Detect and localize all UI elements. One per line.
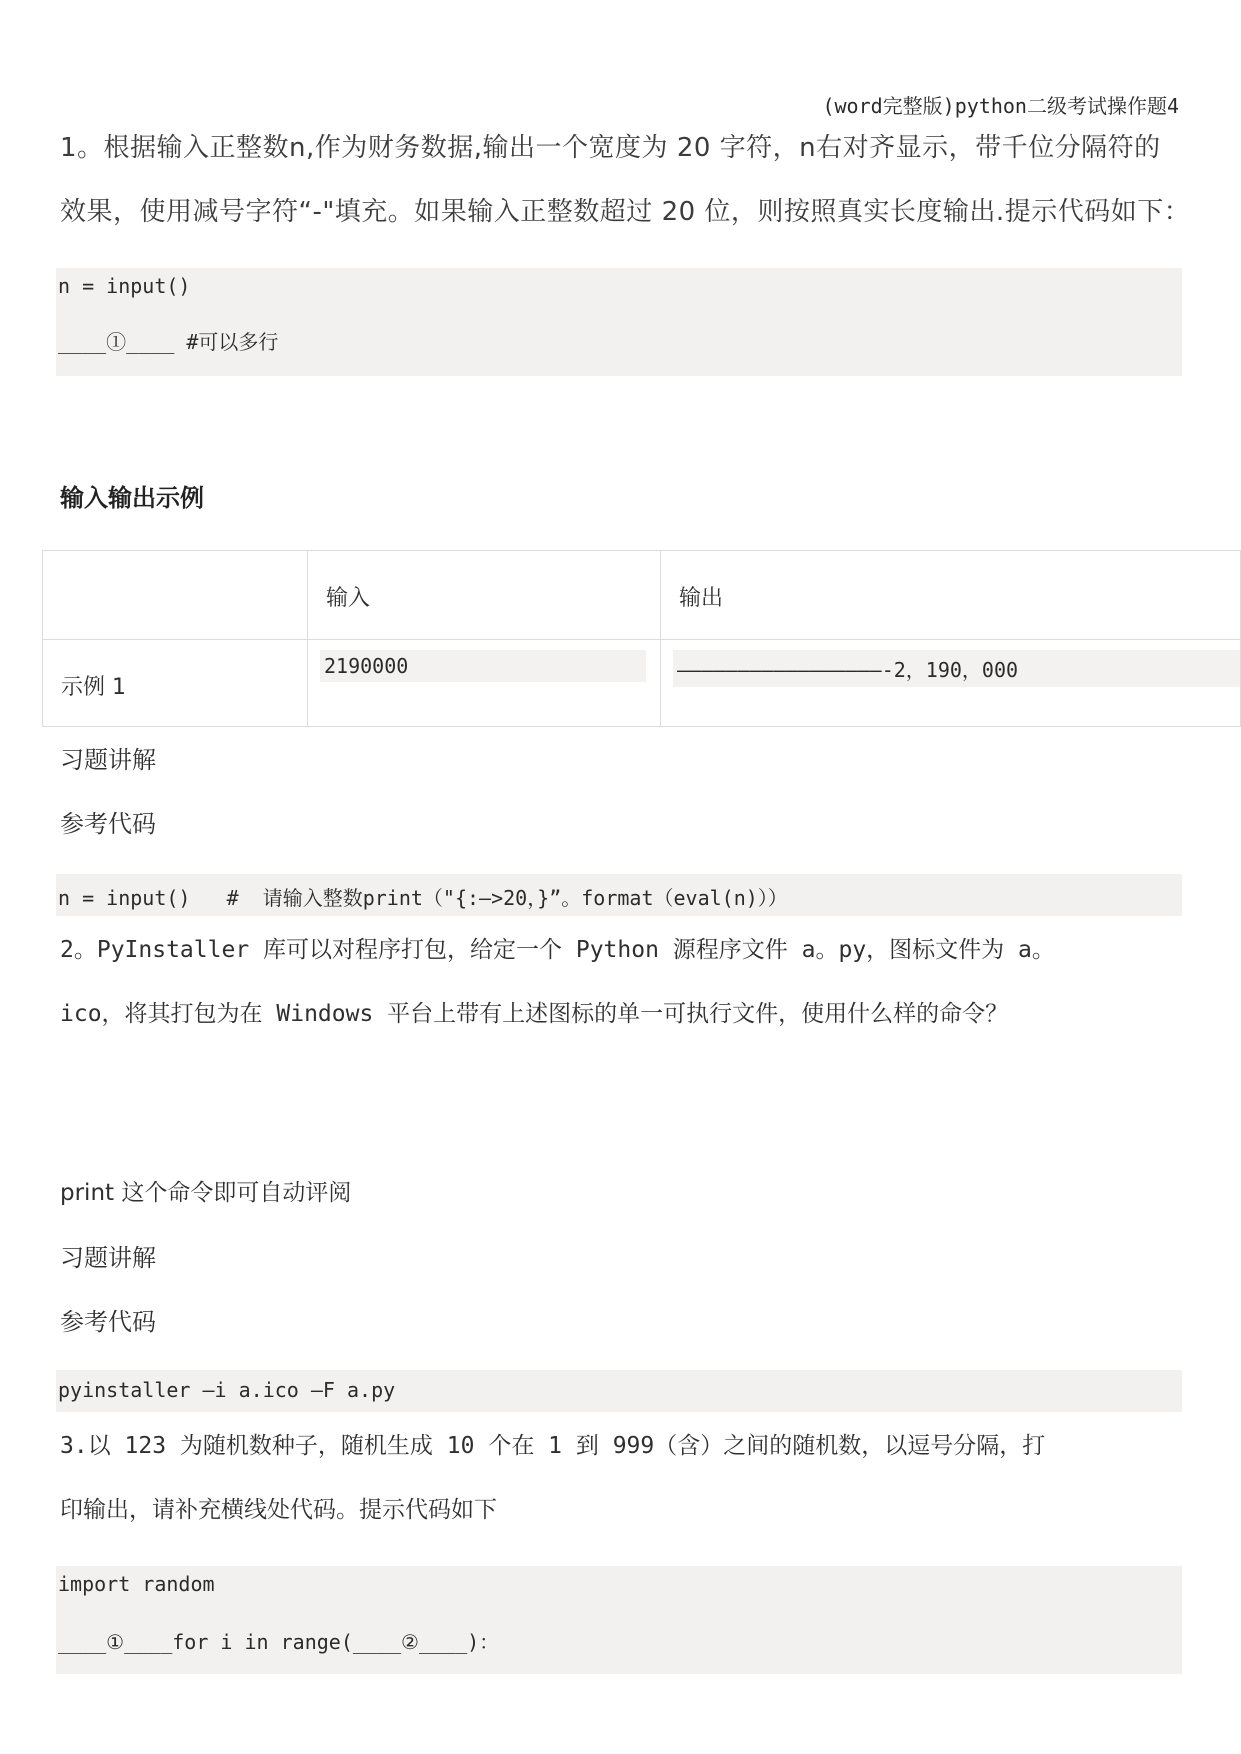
table-header-output [661, 551, 1241, 640]
question-3 [60, 1414, 1180, 1542]
table-cell-output [661, 640, 1241, 727]
code-block-3 [56, 1566, 1182, 1674]
explain-label-1: 习题讲解 [60, 746, 156, 774]
header-output-label: 输出 [679, 586, 724, 611]
print-note: print 这个命令即可自动评阅 [60, 1180, 352, 1206]
code-block-ref-1 [56, 874, 1182, 916]
question-1-line-1: 1。根据输入正整数n,作为财务数据,输出一个宽度为 20 字符，n右对齐显示，带千位分隔符的 [60, 133, 1161, 163]
question-1 [60, 116, 1200, 244]
example-input-value: 2190000 [320, 650, 646, 682]
example-output-value: —————————————————-2，190，000 [673, 650, 1240, 687]
code-line: n = input() [58, 274, 191, 298]
question-1-line-2: 效果，使用减号字符“-"填充。如果输入正整数超过 20 位，则按照真实长度输出.提示代码如下： [60, 197, 1191, 227]
code-block-1 [56, 268, 1182, 376]
table-header-input [308, 551, 661, 640]
code-line: import random [58, 1572, 215, 1596]
table-cell-input [308, 640, 661, 727]
code-block-ref-2 [56, 1370, 1182, 1412]
io-example-table [42, 550, 1241, 727]
table-cell-label [43, 640, 308, 727]
question-2-line-1: 2。PyInstaller 库可以对程序打包，给定一个 Python 源程序文件 a。py，图标文件为 a。 [60, 937, 1055, 963]
section-title-io-example: 输入输出示例 [60, 484, 204, 512]
question-3-line-2: 印输出，请补充横线处代码。提示代码如下 [60, 1497, 497, 1523]
question-2-line-2: ico，将其打包为在 Windows 平台上带有上述图标的单一可执行文件，使用什么样的命令？ [60, 1001, 1009, 1027]
code-line: n = input() # 请输入整数print（"{:—>20，}”。format（eval(n)）） [58, 886, 788, 910]
page-header: (word完整版)python二级考试操作题4 [822, 94, 1179, 118]
question-3-line-1: 3.以 123 为随机数种子，随机生成 10 个在 1 到 999（含）之间的随机数，以逗号分隔，打 [60, 1433, 1046, 1459]
reference-code-label-1: 参考代码 [60, 810, 156, 838]
code-line: ____①____for i in range(____②____)： [58, 1630, 500, 1654]
table-cell-empty [43, 551, 308, 640]
question-2 [60, 918, 1180, 1046]
example-label: 示例 1 [61, 675, 126, 700]
code-line: ____①____ #可以多行 [58, 330, 279, 354]
code-line: pyinstaller –i a.ico –F a.py [58, 1378, 396, 1402]
reference-code-label-2: 参考代码 [60, 1308, 156, 1336]
table-header-row [43, 551, 1241, 640]
table-row [43, 640, 1241, 727]
header-input-label: 输入 [326, 586, 371, 611]
explain-label-2: 习题讲解 [60, 1244, 156, 1272]
